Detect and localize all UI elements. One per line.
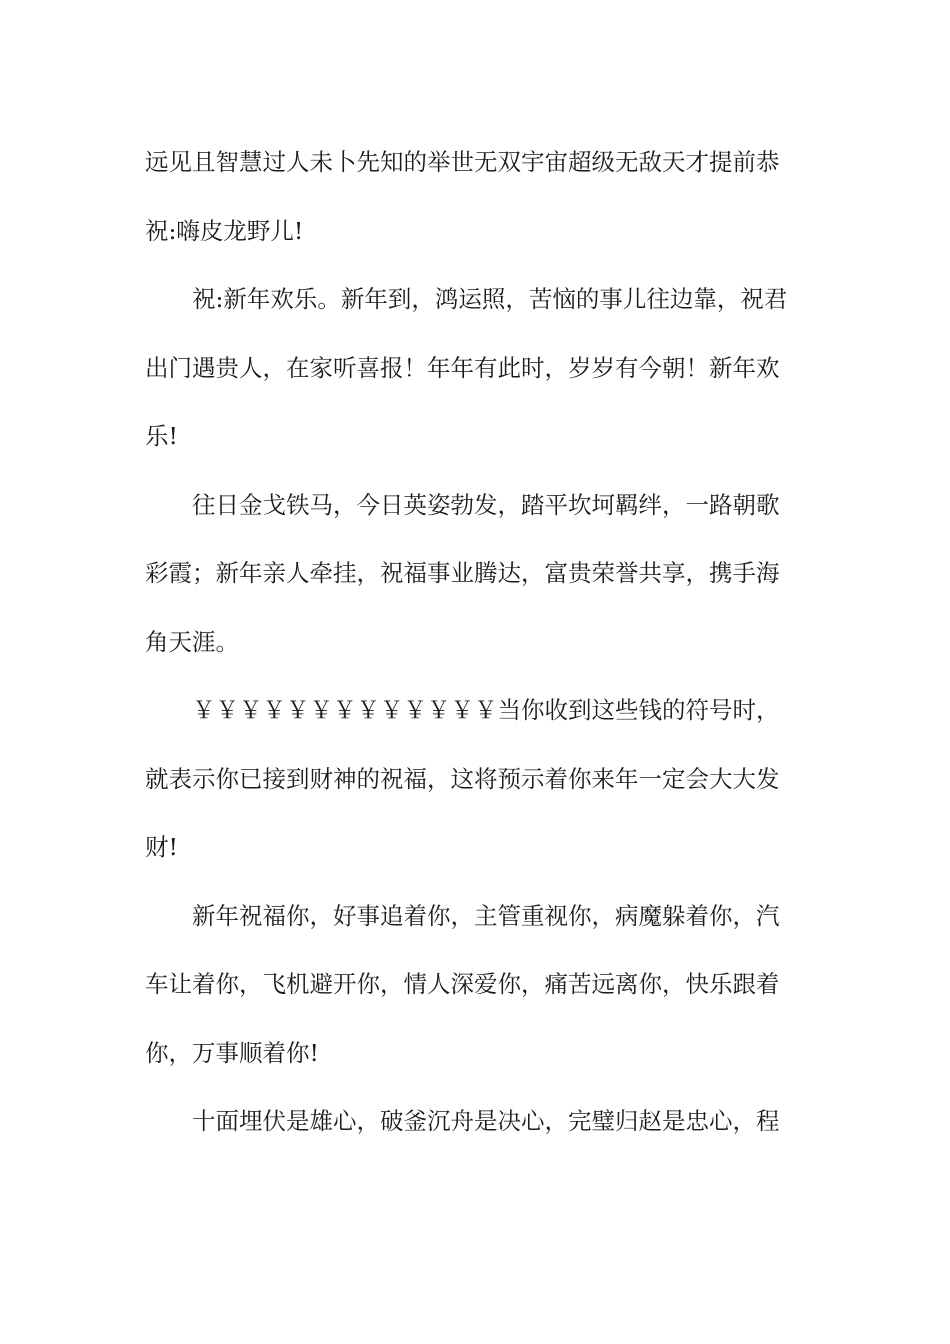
paragraph-line: 彩霞；新年亲人牵挂，祝福事业腾达，富贵荣誉共享，携手海 xyxy=(145,559,780,587)
document-body xyxy=(145,128,805,1156)
paragraph-line: 远见且智慧过人未卜先知的举世无双宇宙超级无敌天才提前恭 xyxy=(145,148,780,176)
paragraph-5 xyxy=(145,882,805,1088)
paragraph-line: 祝:嗨皮龙野儿! xyxy=(145,216,304,245)
paragraph-line: 就表示你已接到财神的祝福，这将预示着你来年一定会大大发 xyxy=(145,764,780,793)
paragraph-line: 财! xyxy=(145,833,178,861)
paragraph-line: 乐! xyxy=(145,422,178,450)
paragraph-4 xyxy=(145,676,805,882)
paragraph-line: 往日金戈铁马，今日英姿勃发，踏平坎坷羁绊，一路朝歌 xyxy=(192,490,780,519)
paragraph-line: 你，万事顺着你! xyxy=(145,1038,319,1067)
paragraph-1 xyxy=(145,128,805,265)
paragraph-line: 车让着你，飞机避开你，情人深爱你，痛苦远离你，快乐跟着 xyxy=(145,970,780,998)
paragraph-6 xyxy=(145,1087,805,1156)
paragraph-line: 新年祝福你，好事追着你，主管重视你，病魔躲着你，汽 xyxy=(192,901,780,930)
paragraph-2 xyxy=(145,265,805,471)
paragraph-line: 祝:新年欢乐。新年到，鸿运照，苦恼的事儿往边靠，祝君 xyxy=(192,285,788,313)
paragraph-line: ￥￥￥￥￥￥￥￥￥￥￥￥￥当你收到这些钱的符号时， xyxy=(192,696,780,724)
paragraph-line: 角天涯。 xyxy=(145,627,239,656)
paragraph-3 xyxy=(145,471,805,677)
paragraph-line: 出门遇贵人，在家听喜报！年年有此时，岁岁有今朝！新年欢 xyxy=(145,353,780,382)
paragraph-line: 十面埋伏是雄心，破釜沉舟是决心，完璧归赵是忠心，程 xyxy=(192,1107,780,1135)
